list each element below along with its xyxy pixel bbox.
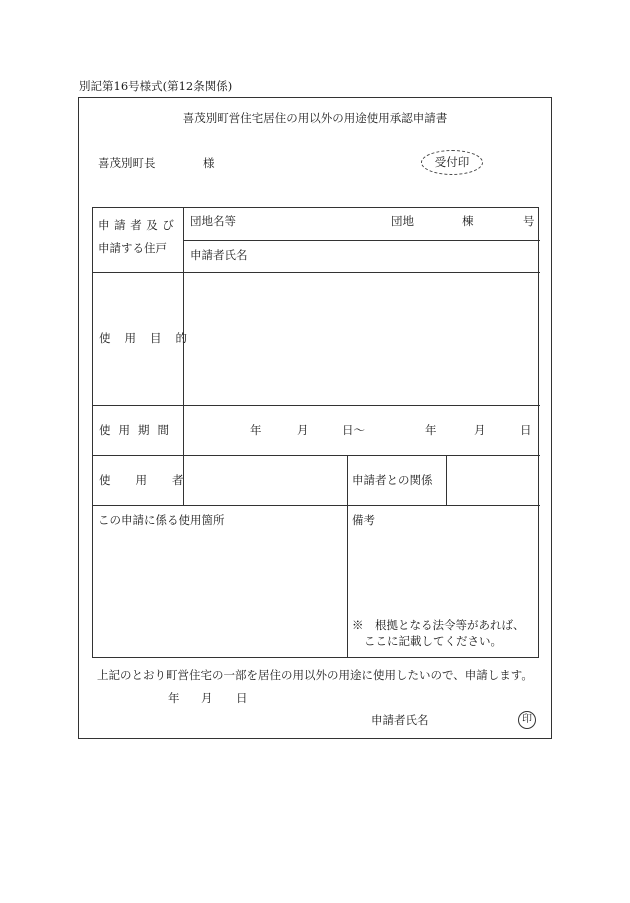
remarks-note-1: ※ 根拠となる法令等があれば、	[352, 618, 525, 632]
period-to-day: 日	[520, 423, 532, 437]
period-from-day: 日〜	[342, 423, 365, 437]
addressee-honorific: 様	[203, 156, 215, 170]
complex-name-label: 団地名等	[190, 214, 236, 228]
applicant-name-label: 申請者氏名	[190, 248, 248, 262]
user-label: 使用者	[99, 473, 209, 487]
building-label: 棟	[462, 214, 474, 228]
statement: 上記のとおり町営住宅の一部を居住の用以外の用途に使用したいので、申請します。	[97, 668, 533, 682]
purpose-label: 使用目的	[99, 331, 201, 345]
addressee-name: 喜茂別町長	[98, 156, 156, 170]
date-year: 年	[168, 691, 180, 705]
form-title: 喜茂別町営住宅居住の用以外の用途使用承認申請書	[182, 111, 448, 125]
period-to-year: 年	[425, 423, 437, 437]
remarks-note-2: ここに記載してください。	[364, 634, 502, 648]
remarks-label: 備考	[352, 513, 375, 527]
location-label: この申請に係る使用箇所	[98, 513, 225, 527]
form-id: 別記第16号様式(第12条関係)	[79, 79, 233, 93]
seal-mark: 印	[518, 711, 536, 729]
period-label: 使用期間	[99, 423, 177, 437]
applicant-row-label-1: 申請者及び	[98, 218, 179, 232]
period-from-month: 月	[297, 423, 309, 437]
relation-label: 申請者との関係	[352, 473, 433, 487]
period-to-month: 月	[474, 423, 486, 437]
date-month: 月	[201, 691, 213, 705]
period-from-year: 年	[250, 423, 262, 437]
date-day: 日	[236, 691, 248, 705]
unit-label: 号	[523, 214, 535, 228]
reception-stamp-label: 受付印	[434, 155, 470, 169]
signature-label: 申請者氏名	[371, 713, 429, 727]
applicant-row-label-2: 申請する住戸	[98, 241, 167, 255]
danchi-label: 団地	[391, 214, 414, 228]
